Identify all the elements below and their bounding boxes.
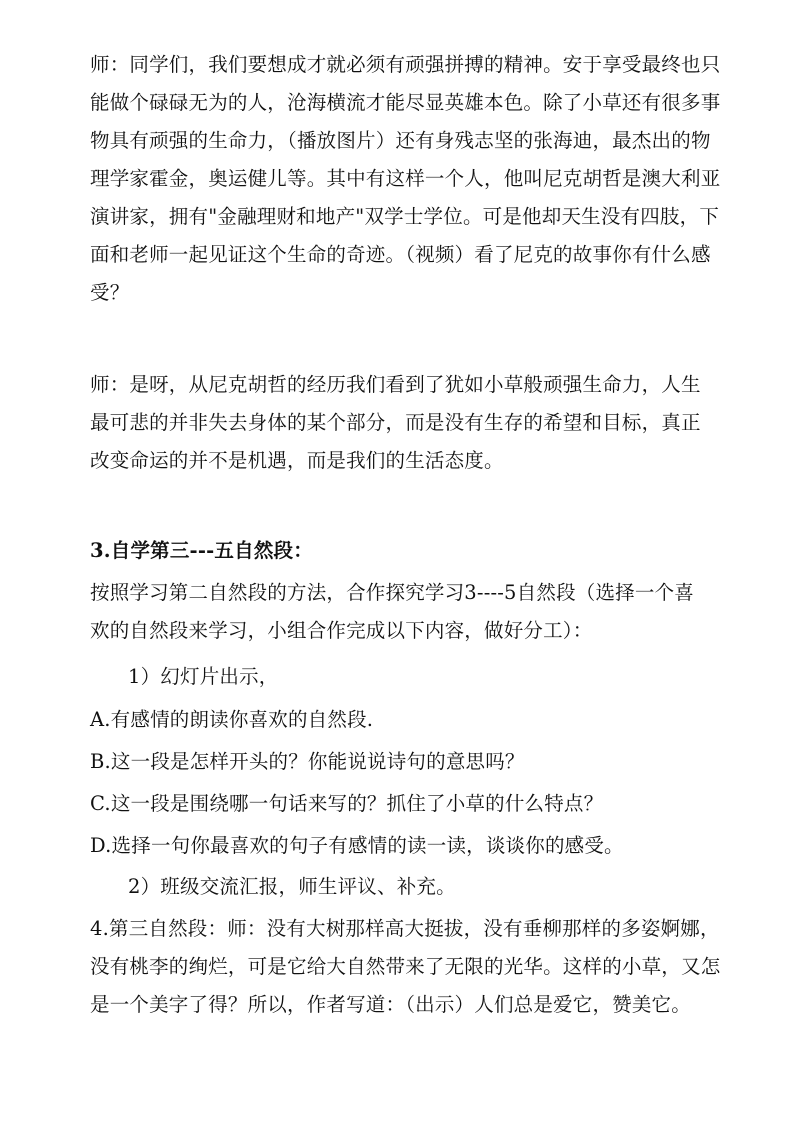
text-line: 能做个碌碌无为的人，沧海横流才能尽显英雄本色。除了小草还有很多事 [90,91,721,114]
text-line: 师：同学们，我们要想成才就必须有顽强拼搏的精神。安于享受最终也只 [90,53,721,76]
text-line: 演讲家，拥有"金融理财和地产"双学士学位。可是他却天生没有四肢，下 [90,205,720,228]
text-line: D.选择一句你最喜欢的句子有感情的读一读，谈谈你的感受。 [90,834,624,857]
item-d [90,827,710,865]
text-line: 欢的自然段来学习，小组合作完成以下内容，做好分工）： [90,619,593,642]
step-1 [128,658,708,696]
text-line: B.这一段是怎样开头的？你能说说诗句的意思吗？ [90,750,525,773]
text-line: 2）班级交流汇报，师生评议、补充。 [128,875,456,898]
text-line: 物具有顽强的生命力，（播放图片）还有身残志坚的张海迪，最杰出的物 [90,129,711,152]
section-heading-3 [90,532,710,570]
step-2 [128,868,708,906]
text-line: 是一个美字了得？所以，作者写道：（出示）人们总是爱它，赞美它。 [90,993,691,1016]
text-line: 受？ [90,281,130,304]
text-line: 1）幻灯片出示， [128,665,279,688]
paragraph-section-4 [90,910,721,1024]
text-line: 最可悲的并非失去身体的某个部分，而是没有生存的希望和目标，真正 [90,411,701,434]
item-b [90,743,710,781]
item-a [90,701,710,739]
paragraph-instructions [90,574,710,650]
text-line: 面和老师一起见证这个生命的奇迹。（视频）看了尼克的故事你有什么感 [90,243,711,266]
text-line: C.这一段是围绕哪一句话来写的？抓住了小草的什么特点？ [90,792,604,815]
text-line: A.有感情的朗读你喜欢的自然段. [90,708,374,731]
heading-text: 3.自学第三---五自然段： [90,539,313,562]
text-line: 理学家霍金，奥运健儿等。其中有这样一个人，他叫尼克胡哲是澳大利亚 [90,167,721,190]
text-line: 4.第三自然段：师：没有大树那样高大挺拔，没有垂柳那样的多姿婀娜， [90,917,720,940]
text-line: 师：是呀，从尼克胡哲的经历我们看到了犹如小草般顽强生命力，人生 [90,373,701,396]
text-line: 改变命运的并不是机遇，而是我们的生活态度。 [90,449,504,472]
paragraph-teacher-nick [90,366,710,480]
paragraph-teacher-perseverance [90,46,721,312]
text-line: 按照学习第二自然段的方法，合作探究学习3----5自然段（选择一个喜 [90,581,694,604]
item-c [90,785,710,823]
text-line: 没有桃李的绚烂，可是它给大自然带来了无限的光华。这样的小草，又怎 [90,955,721,978]
